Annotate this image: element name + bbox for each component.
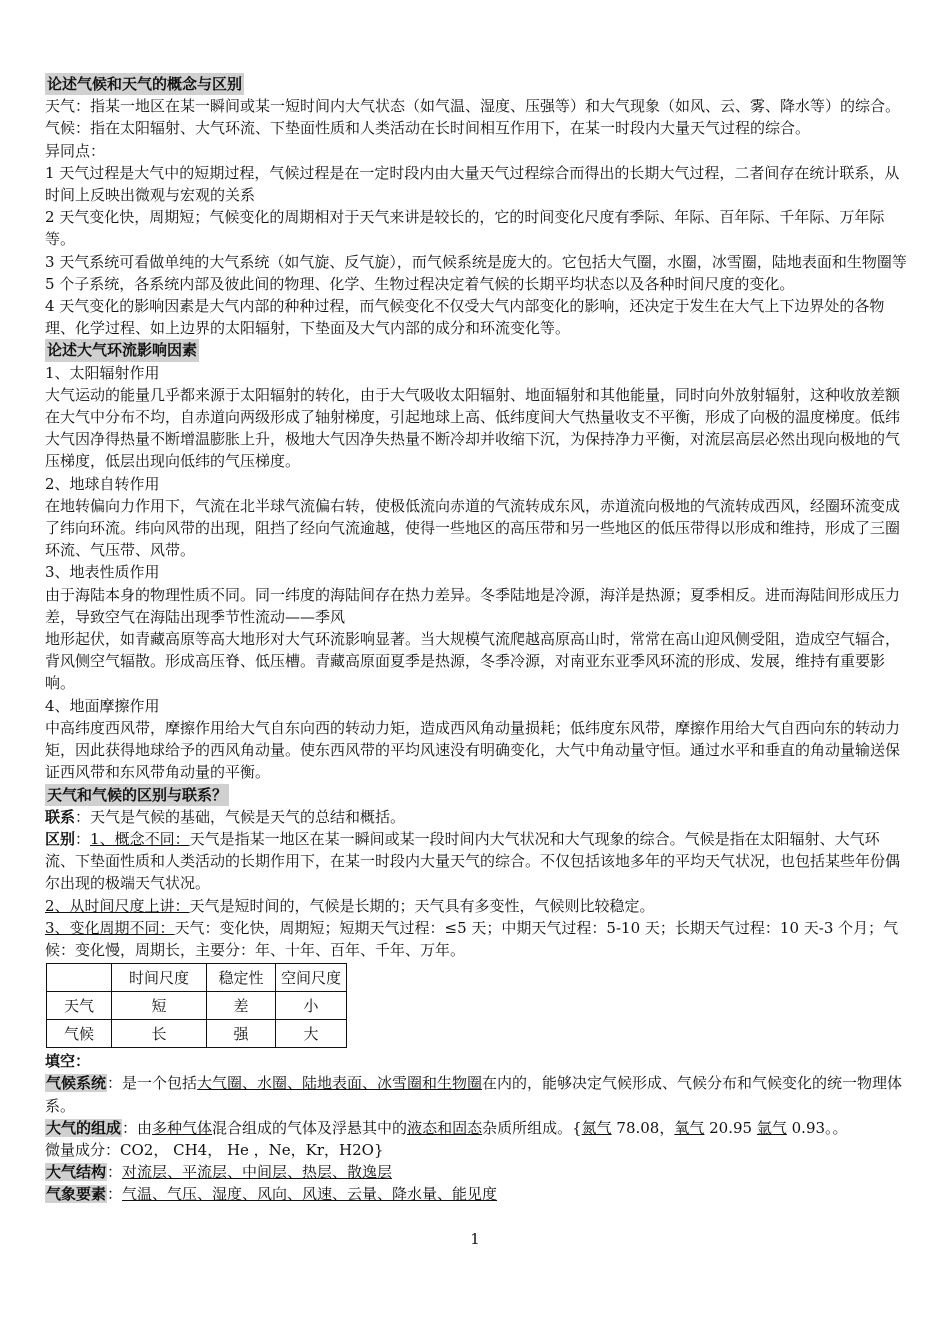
table-header-cell — [47, 964, 112, 992]
subheading: 2、地球自转作用 — [45, 474, 160, 493]
underlined-text: 氩气 — [756, 1118, 787, 1137]
point-1-label: 1、概念不同： — [90, 829, 190, 848]
document-page — [45, 73, 907, 1206]
paragraph: 2 天气变化快，周期短；气候变化的周期相对于天气来讲是较长的，它的时间变化尺度有季际、年际、百年际、千年际、万年际等。 — [45, 208, 885, 249]
paragraph: 大气运动的能量几乎都来源于太阳辐射的转化，由于大气吸收太阳辐射、地面辐射和其他能量，同时向外放射辐射，这种收放差额在大气中分布不均，自赤道向两级形成了轴射梯度，引起地球上高、低纬度间大气热量收支不平衡，形成了向极的温度梯度。低纬大气因净得热量不断增温膨胀上升，极地大气因净失热量不断冷却并收缩下沉，为保持净力平衡，对流层高层必然出现向极地的气压梯度，低层出现向低纬的气压梯度。 — [45, 385, 901, 471]
table-row — [47, 992, 347, 1020]
underlined-text: 多种气体 — [152, 1118, 213, 1137]
paragraph: 3 天气系统可看做单纯的大气系统（如气旋、反气旋），而气候系统是庞大的。它包括大气圈，水圈，冰雪圈，陆地表面和生物圈等 5 个子系统，各系统内部及彼此间的物理、化学、生物过程决定着气候的长期平均状态以及各种时间尺度的变化。 — [45, 252, 907, 293]
paragraph: 1 天气过程是大气中的短期过程，气候过程是在一定时段内由大量天气过程综合而得出的长期大气过程，二者间存在统计联系，从时间上反映出微观与宏观的关系 — [45, 163, 900, 205]
difference-label: 区别 — [45, 829, 76, 848]
text: 20.95 — [704, 1118, 757, 1137]
paragraph: 由于海陆本身的物理性质不同。同一纬度的海陆间存在热力差异。冬季陆地是冷源，海洋是热源；夏季相反。进而海陆间形成压力差，导致空气在海陆出现季节性流动——季风 — [45, 585, 901, 626]
paragraph: 中高纬度西风带，摩擦作用给大气自东向西的转动力矩，造成西风角动量损耗；低纬度东风带，摩擦作用给大气自西向东的转动力矩，因此获得地球给予的西风角动量。使东西风带的平均风速没有明确变化，大气中角动量守恒。通过水平和垂直的角动量输送保证西风带和东风带角动量的平衡。 — [45, 718, 901, 782]
point-3-paragraph — [45, 917, 907, 961]
text: 78.08， — [611, 1118, 675, 1137]
paragraph: 气候：指在太阳辐射、大气环流、下垫面性质和人类活动在长时间相互作用下，在某一时段内大量天气过程的综合。 — [45, 119, 811, 138]
table-cell: 天气 — [47, 992, 112, 1020]
meteorological-elements-label: 气象要素 — [46, 1185, 107, 1204]
table-cell: 差 — [207, 992, 276, 1020]
point-2-label: 2、从时间尺度上讲： — [45, 896, 190, 915]
relation-text: ：天气是气候的基础，气候是天气的总结和概括。 — [75, 807, 406, 826]
table-header-row — [47, 964, 347, 992]
paragraph: 4 天气变化的影响因素是大气内部的种种过程，而气候变化不仅受大气内部变化的影响，还决定于发生在大气上下边界处的各物理、化学过程、如上边界的太阳辐射，下垫面及大气内部的成分和环流变化等。 — [45, 297, 885, 338]
atmosphere-structure-label: 大气结构 — [46, 1163, 107, 1182]
text: 杂质所组成。{ — [482, 1118, 582, 1137]
section-heading-3: 天气和气候的区别与联系？ — [45, 784, 229, 806]
text: ：由 — [122, 1118, 153, 1137]
table-cell: 长 — [112, 1020, 207, 1048]
paragraph: 异同点： — [45, 141, 106, 160]
separator: ： — [75, 829, 91, 848]
subheading: 4、地面摩擦作用 — [45, 696, 160, 715]
subheading: 3、地表性质作用 — [45, 563, 160, 582]
table-header-cell: 稳定性 — [207, 964, 276, 992]
underlined-text: 对流层、平流层、中间层、热层、散逸层 — [122, 1163, 393, 1182]
point-3-label: 3、变化周期不同： — [45, 918, 175, 937]
table-header-cell: 空间尺度 — [276, 964, 347, 992]
relation-label: 联系 — [45, 807, 76, 826]
text: ：是一个包括 — [107, 1074, 198, 1093]
table-cell: 大 — [276, 1020, 347, 1048]
table-cell: 短 — [112, 992, 207, 1020]
table-header-cell: 时间尺度 — [112, 964, 207, 992]
difference-paragraph — [45, 828, 907, 895]
underlined-text: 液态和固态 — [407, 1118, 483, 1137]
climate-system-paragraph — [45, 1072, 907, 1116]
atmosphere-composition-label: 大气的组成 — [46, 1118, 122, 1137]
point-3-text: 天气：变化快，周期短；短期天气过程：≤5 天；中期天气过程：5-10 天；长期天气过程：10 天-3 个月；气候：变化慢，周期长，主要分：年、十年、百年、千年、万年。 — [45, 918, 899, 959]
point-2-paragraph — [45, 895, 907, 917]
table-cell: 强 — [207, 1020, 276, 1048]
fill-in-heading-line — [45, 1050, 907, 1072]
separator: ： — [107, 1185, 123, 1204]
subheading: 1、太阳辐射作用 — [45, 363, 160, 382]
climate-system-label: 气候系统 — [46, 1074, 107, 1093]
text: 在内的，能够决定气候形成、气候分布和气候变化的统一物理体系。 — [45, 1074, 903, 1115]
separator: ： — [107, 1163, 123, 1182]
point-2-text: 天气是短时间的，气候是长期的；天气具有多变性，气候则比较稳定。 — [189, 896, 655, 915]
trace-components-text: 微量成分：CO2， CH4， He ，Ne，Kr，H2O} — [45, 1140, 384, 1159]
underlined-text: 大气圈、水圈、陆地表面、冰雪圈和生物圈 — [197, 1074, 483, 1093]
underlined-text: 氮气 — [581, 1118, 612, 1137]
point-1-text: 天气是指某一地区在某一瞬间或某一段时间内大气状况和大气现象的综合。气候是指在太阳辐射、大气环流、下垫面性质和人类活动的长期作用下，在某一时段内大量天气的综合。不仅包括该地多年的平均天气状况，也包括某些年份偶尔出现的极端天气状况。 — [45, 829, 901, 893]
relation-paragraph — [45, 806, 907, 828]
paragraph: 在地转偏向力作用下，气流在北半球气流偏右转，使极低流向赤道的气流转成东风，赤道流向极地的气流转成西风，经圈环流变成了纬向环流。纬向风带的出现，阻挡了经向气流逾越，使得一些地区的高压带和另一些地区的低压带得以形成和维持，形成了三圈环流、气压带、风带。 — [45, 496, 901, 560]
fill-in-heading: 填空： — [45, 1052, 91, 1071]
table-row — [47, 1020, 347, 1048]
meteorological-elements-paragraph — [45, 1183, 907, 1205]
underlined-text: 氧气 — [674, 1118, 705, 1137]
table-cell: 气候 — [47, 1020, 112, 1048]
section-heading-2: 论述大气环流影响因素 — [45, 339, 199, 361]
paragraph: 地形起伏，如青藏高原等高大地形对大气环流影响显著。当大规模气流爬越高原高山时，常常在高山迎风侧受阻，造成空气辐合，背风侧空气辐散。形成高压脊、低压槽。青藏高原面夏季是热源，冬季冷源，对南亚东亚季风环流的形成、发展，维持有重要影响。 — [45, 630, 901, 693]
underlined-text: 气温、气压、湿度、风向、风速、云量、降水量、能见度 — [122, 1185, 498, 1204]
text: 0.93。。 — [786, 1118, 848, 1137]
table-cell: 小 — [276, 992, 347, 1020]
page-number: 1 — [470, 1230, 480, 1248]
paragraph: 天气：指某一地区在某一瞬间或某一短时间内大气状态（如气温、湿度、压强等）和大气现象（如风、云、雾、降水等）的综合。 — [45, 97, 901, 116]
text: 混合组成的气体及浮悬其中的 — [212, 1118, 408, 1137]
section-heading-1: 论述气候和天气的概念与区别 — [45, 73, 244, 95]
atmosphere-composition-paragraph — [45, 1117, 907, 1161]
comparison-table — [46, 963, 347, 1048]
atmosphere-structure-paragraph — [45, 1161, 907, 1183]
